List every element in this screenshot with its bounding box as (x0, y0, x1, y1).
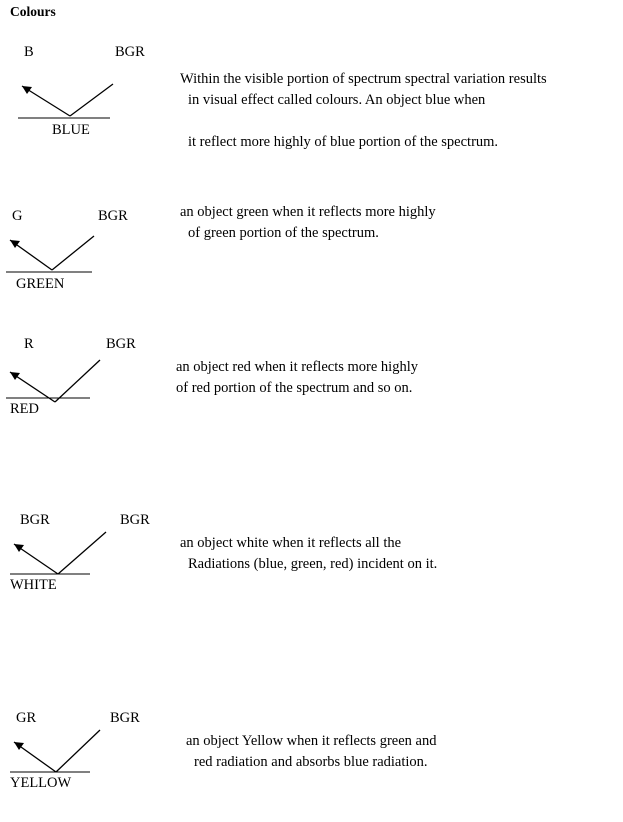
reflected-label-red: BGR (106, 336, 136, 352)
colour-name-red: RED (10, 401, 39, 417)
reflected-label-yellow: BGR (110, 710, 140, 726)
colour-name-yellow: YELLOW (10, 775, 72, 791)
incident-label-green: G (12, 208, 23, 224)
reflection-diagram-yellow (0, 710, 180, 820)
description-red (176, 336, 601, 420)
reflection-diagram-blue (10, 44, 190, 154)
incident-label-yellow: GR (16, 710, 37, 726)
description-green (180, 181, 605, 265)
description-green-line2: of green portion of the spectrum. (188, 225, 379, 241)
incident-label-blue: B (24, 44, 34, 60)
description-yellow-line1: an object Yellow when it reflects green and (186, 733, 437, 749)
reflection-diagram-white (0, 512, 180, 622)
colour-name-green: GREEN (16, 276, 65, 292)
incident-label-red: R (24, 336, 34, 352)
description-blue-line3: it reflect more highly of blue portion of the spectrum. (188, 134, 499, 150)
ray-arrows-red (0, 336, 180, 446)
ray-arrows-yellow (0, 710, 180, 820)
reflected-label-blue: BGR (115, 44, 145, 60)
ray-arrows-white (0, 512, 180, 622)
description-red-line1: an object red when it reflects more highly (176, 359, 418, 375)
page-title: Colours (10, 4, 56, 19)
description-blue-line1: Within the visible portion of spectrum spectral variation results (180, 71, 547, 87)
ray-arrows-blue (10, 44, 190, 154)
description-white-line1: an object white when it reflects all the (180, 535, 402, 551)
colour-name-blue: BLUE (52, 122, 90, 138)
reflected-label-white: BGR (120, 512, 150, 528)
ray-arrows-green (0, 208, 180, 318)
incident-label-white: BGR (20, 512, 50, 528)
description-white-line2: Radiations (blue, green, red) incident on it. (188, 556, 438, 572)
reflection-diagram-green (0, 208, 180, 318)
reflected-label-green: BGR (98, 208, 128, 224)
description-yellow (186, 710, 611, 794)
description-white (180, 512, 605, 596)
description-red-line2: of red portion of the spectrum and so on. (176, 380, 413, 396)
description-yellow-line2: red radiation and absorbs blue radiation. (194, 754, 428, 770)
description-blue (180, 48, 605, 174)
description-green-line1: an object green when it reflects more highly (180, 204, 436, 220)
reflection-diagram-red (0, 336, 180, 446)
colour-name-white: WHITE (10, 577, 57, 593)
description-blue-line2: in visual effect called colours. An object blue when (188, 92, 486, 108)
